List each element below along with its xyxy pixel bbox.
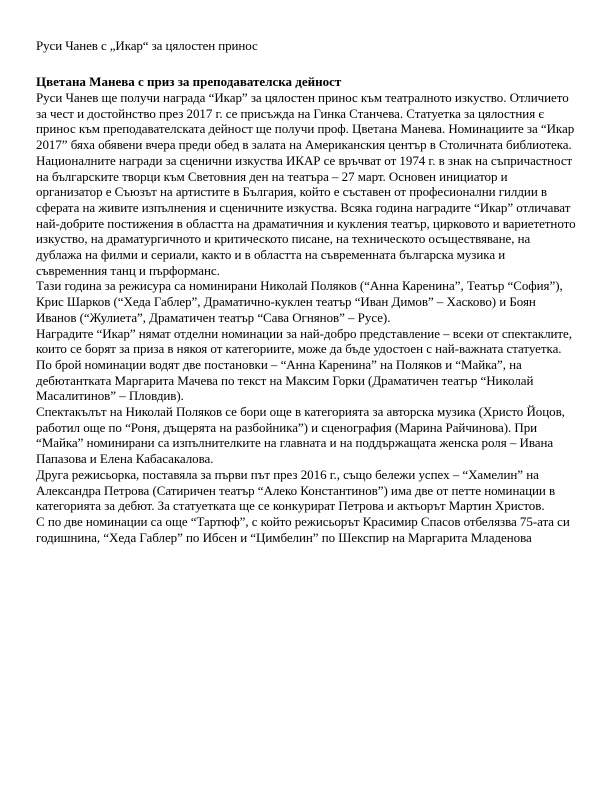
paragraph-best-performance: Наградите “Икар” нямат отделни номинации за най-добро представление – всеки от спектаклите, които се борят за приза в някоя от категориите, може да бъде удостоен с най-важната статуетка.: [36, 325, 572, 357]
paragraph-awards-announcement: Руси Чанев ще получи награда “Икар” за цялостен принос към театралното изкуство. Отличието за чест и достойнство през 2017 г. се присъжда на Гинка Станчева. Статуетка за цялостния є принос към преподавателската дейност ще получи проф. Цветана Манева. Номинациите за “Икар 2017” бяха обявени вчера преди обед в залата на Американския център в Столичната библиотека.: [36, 90, 575, 153]
paragraph-leading-productions: По брой номинации водят две постановки – “Анна Каренина” на Поляков и “Майка”, на дебютантката Маргарита Мачева по текст на Максим Горки (Драматичен театър “Николай Масалитинов” – Пловдив).: [36, 356, 534, 404]
paragraph-ikar-history: Националните награди за сценични изкуства ИКАР се връчват от 1974 г. в знак на съпричастност на българските творци към Световния ден на театъра – 27 март. Основен инициатор и организатор е Съюзът на артистите в България, който е съставен от професионални гилдии в сферата на живите изпълнения и сценичните изкуства. Всяка година наградите “Икар” отличават най-добрите постижения в областта на драматичния и кукления театър, цирковото и вариететното изкуство, на драматургичното и критическото писане, на техническото осъществяване, на дублажа на филми и сериали, както и в областта на съвременната българска музика и съвременния танц и пърформанс.: [36, 152, 576, 278]
paragraph-other-nominations: С по две номинации са още “Тартюф”, с който режисьорът Красимир Спасов отбелязва 75-ата си годишнина, “Хеда Габлер” по Ибсен и “Цимбелин” по Шекспир на Маргарита Младенова: [36, 513, 570, 545]
article-subheading: Цветана Манева с приз за преподавателска дейност: [36, 74, 342, 89]
paragraph-debut-category: Друга режисьорка, поставяла за първи път през 2016 г., също бележи успех – “Хамелин” на Александра Петрова (Сатиричен театър “Алеко Константинов”) има две от петте номинации в категорията за дебют. За статуетката ще се конкурират Петрова и актьорът Мартин Христов.: [36, 466, 556, 514]
paragraph-polyakov-spectacle: Спектакълът на Николай Поляков се бори още в категорията за авторска музика (Христо Йоцов, работил още по “Роня, дъщерята на разбойника”) и сценография (Марина Райчинова). При “Майка” номинирани са изпълнителките на главната и на поддържащата женска роля – Ивана Папазова и Елена Кабасакалова.: [36, 404, 565, 467]
paragraph-directing-nominees: Тази година за режисура са номинирани Николай Поляков (“Анна Каренина”, Театър “София”), Крис Шарков (“Хеда Габлер”, Драматично-куклен театър “Иван Димов” – Хасково) и Боян Иванов (“Жулиета”, Драматичен театър “Сава Огнянов” – Русе).: [36, 278, 563, 325]
document-title: Руси Чанев с „Икар“ за цялостен принос: [36, 38, 258, 53]
document-page: [36, 38, 576, 545]
